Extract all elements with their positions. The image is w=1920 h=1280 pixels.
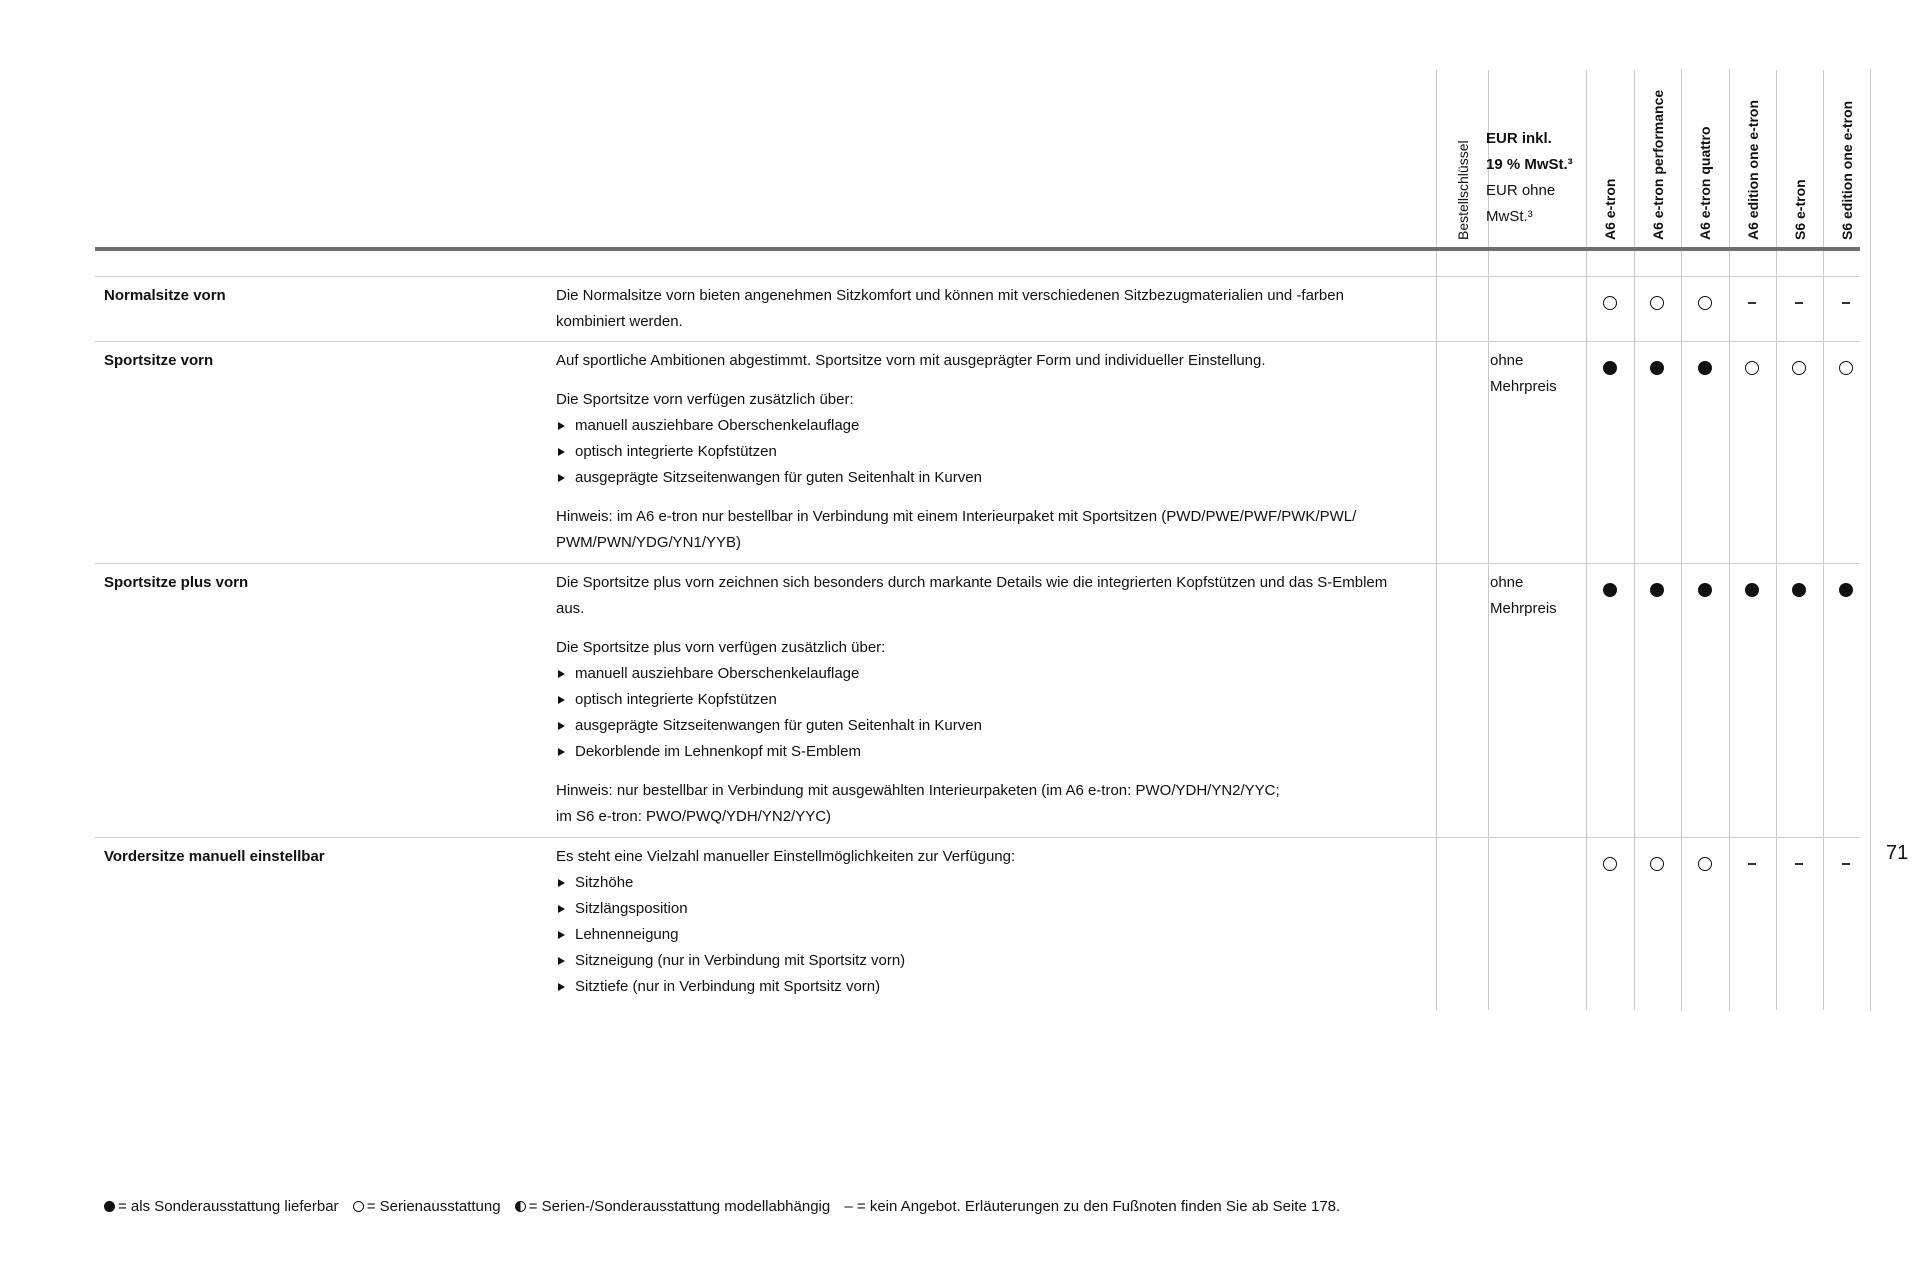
filled-circle-icon [1698, 583, 1712, 597]
hollow-circle-icon [1792, 361, 1806, 375]
price-header-line: MwSt.³ [1486, 208, 1533, 225]
row-description [556, 844, 1416, 1013]
column-divider [1634, 70, 1635, 1010]
list-item: Sitzneigung (nur in Verbindung mit Sportsitz vorn) [556, 948, 1416, 974]
feature-list [556, 870, 1416, 1000]
model-header-a6-edition-one-e-tron: A6 edition one e-tron [1745, 100, 1761, 240]
filled-circle-icon [1650, 583, 1664, 597]
list-item: Sitztiefe (nur in Verbindung mit Sportsitz vorn) [556, 974, 1416, 1000]
legend-sonder: = als Sonderausstattung lieferbar [118, 1198, 339, 1215]
model-header-a6-e-tron-performance: A6 e-tron performance [1650, 89, 1666, 240]
dash-icon [1748, 863, 1756, 865]
description-text: Die Normalsitze vorn bieten angenehmen Sitzkomfort und können mit verschiedenen Sitzbezugmaterialien und -farben kombiniert werden. [556, 287, 1344, 330]
dash-icon [1842, 863, 1850, 865]
dash-icon [1842, 302, 1850, 304]
note-text: Hinweis: nur bestellbar in Verbindung mit ausgewählten Interieurpaketen (im A6 e-tron: PWO/YDH/YN2/YYC; [556, 782, 1280, 799]
filled-circle-icon [1745, 583, 1759, 597]
hollow-circle-icon [353, 1201, 364, 1212]
hollow-circle-icon [1603, 296, 1617, 310]
list-item: manuell ausziehbare Oberschenkelauflage [556, 661, 1416, 687]
note-text: Hinweis: im A6 e-tron nur bestellbar in Verbindung mit einem Interieurpaket mit Sportsitzen (PWD/PWE/PWF/PWK/PWL/ PWM/PWN/YDG/YN1/YYB) [556, 508, 1357, 551]
column-divider [1681, 70, 1682, 1010]
row-title: Vordersitze manuell einstellbar [104, 848, 325, 865]
list-item: optisch integrierte Kopfstützen [556, 439, 1416, 465]
order-key-header: Bestellschlüssel [1455, 140, 1471, 240]
row-divider [95, 276, 1860, 277]
column-divider [1586, 70, 1587, 1010]
row-title: Normalsitze vorn [104, 287, 226, 304]
row-description [556, 570, 1416, 830]
description-text: Die Sportsitze vorn verfügen zusätzlich über: [556, 391, 854, 408]
description-text: Es steht eine Vielzahl manueller Einstellmöglichkeiten zur Verfügung: [556, 848, 1016, 865]
list-item: manuell ausziehbare Oberschenkelauflage [556, 413, 1416, 439]
price-cell: ohne Mehrpreis [1490, 574, 1557, 617]
row-description [556, 283, 1416, 348]
hollow-circle-icon [1603, 857, 1617, 871]
list-item: optisch integrierte Kopfstützen [556, 687, 1416, 713]
description-text: Die Sportsitze plus vorn zeichnen sich besonders durch markante Details wie die integrierten Kopfstützen und das S-Emblem aus. [556, 574, 1388, 617]
header-rule [95, 247, 1860, 251]
hollow-circle-icon [1839, 361, 1853, 375]
list-item: Lehnenneigung [556, 922, 1416, 948]
filled-circle-icon [1603, 361, 1617, 375]
row-divider [95, 837, 1860, 838]
filled-circle-icon [1792, 583, 1806, 597]
hollow-circle-icon [1650, 857, 1664, 871]
price-header-line: EUR ohne [1486, 182, 1556, 199]
price-header [1486, 126, 1586, 230]
description-text: Die Sportsitze plus vorn verfügen zusätzlich über: [556, 639, 886, 656]
hollow-circle-icon [1745, 361, 1759, 375]
price-header-line: 19 % MwSt.³ [1486, 156, 1573, 173]
model-header-s6-e-tron: S6 e-tron [1792, 179, 1808, 240]
half-filled-circle-icon [515, 1201, 526, 1212]
price-header-line: EUR inkl. [1486, 130, 1552, 147]
model-header-s6-edition-one-e-tron: S6 edition one e-tron [1839, 100, 1855, 240]
filled-circle-icon [104, 1201, 115, 1212]
note-text: im S6 e-tron: PWO/PWQ/YDH/YN2/YYC) [556, 808, 832, 825]
hollow-circle-icon [1650, 296, 1664, 310]
column-divider [1776, 70, 1777, 1010]
dash-icon [1795, 302, 1803, 304]
row-title: Sportsitze vorn [104, 352, 214, 369]
row-title: Sportsitze plus vorn [104, 574, 249, 591]
column-divider [1436, 70, 1437, 1010]
price-cell: ohne Mehrpreis [1490, 352, 1557, 395]
dash-icon [1795, 863, 1803, 865]
model-header-a6-e-tron-quattro: A6 e-tron quattro [1697, 126, 1713, 240]
list-item: ausgeprägte Sitzseitenwangen für guten Seitenhalt in Kurven [556, 465, 1416, 491]
feature-list [556, 413, 1416, 491]
filled-circle-icon [1650, 361, 1664, 375]
filled-circle-icon [1603, 583, 1617, 597]
legend-serie: = Serienausstattung [366, 1198, 501, 1215]
model-header-a6-e-tron: A6 e-tron [1602, 178, 1618, 240]
list-item: ausgeprägte Sitzseitenwangen für guten Seitenhalt in Kurven [556, 713, 1416, 739]
feature-list [556, 661, 1416, 765]
description-text: Auf sportliche Ambitionen abgestimmt. Sportsitze vorn mit ausgeprägter Form und individueller Einstellung. [556, 352, 1266, 369]
list-item: Sitzlängsposition [556, 896, 1416, 922]
legend-kein: – = kein Angebot. Erläuterungen zu den Fußnoten finden Sie ab Seite 178. [844, 1198, 1341, 1215]
row-description [556, 348, 1416, 569]
filled-circle-icon [1839, 583, 1853, 597]
hollow-circle-icon [1698, 857, 1712, 871]
column-divider [1729, 70, 1730, 1010]
legend [104, 1197, 1340, 1217]
list-item: Dekorblende im Lehnenkopf mit S-Emblem [556, 739, 1416, 765]
column-divider [1823, 70, 1824, 1010]
hollow-circle-icon [1698, 296, 1712, 310]
column-divider [1870, 70, 1871, 1010]
dash-icon [1748, 302, 1756, 304]
filled-circle-icon [1698, 361, 1712, 375]
list-item: Sitzhöhe [556, 870, 1416, 896]
legend-modell: = Serien-/Sonderausstattung modellabhängig [528, 1198, 831, 1215]
page-number: 71 [1886, 842, 1909, 864]
